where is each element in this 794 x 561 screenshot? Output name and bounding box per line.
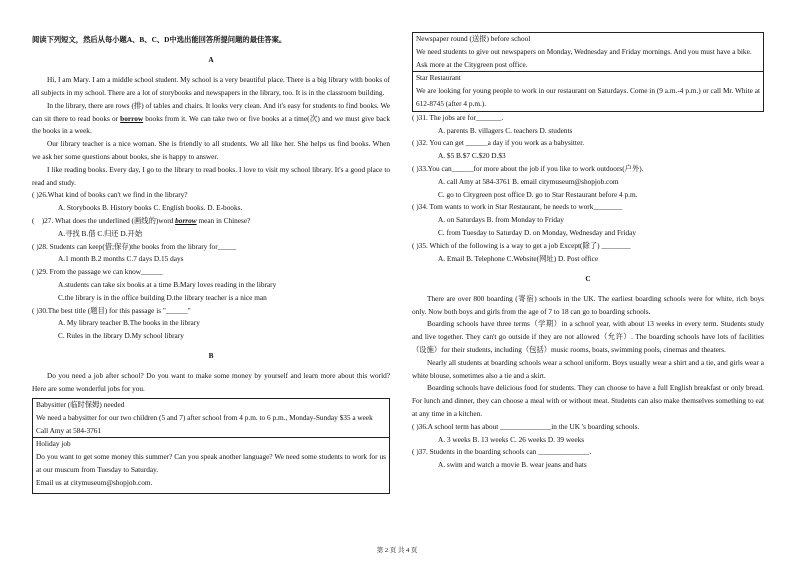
passage-c-paragraph-4: Boarding schools have delicious food for students. They can choose to have a full English breakfast or only bread. For lunch and dinner, they can choose a meal with or without meat. Students can also make themselves something to eat at any time in a kitchen. [412,383,764,418]
ad-newspaper-title: Newspaper round (送报) before school [416,34,531,43]
question-37-options: A. swim and watch a movie B. wear jeans and hats [438,460,587,470]
question-28-options: A.1 month B.2 months C.7 days D.15 days [58,254,184,264]
ad-holiday-line-1: Do you want to get some money this summer? Can you speak another language? We need some students to work for us at our muscum from Tuesday to Saturday. [36,452,386,474]
question-27-options: A.寻找 B.借 C.归还 D.开始 [58,228,143,238]
question-33-options-cd: C. go to Citygreen post office D. go to Star Restaurant before 4 p.m. [438,189,638,199]
question-32-options: A. $5 B.$7 C.$20 D.$3 [438,151,506,161]
question-27: ( )27. What does the underlined (画线的)word borrow mean in Chinese? [32,215,251,225]
question-29-options-ab: A.students can take six books at a time B.Mary loves reading in the library [58,279,277,289]
ad-restaurant-title: Star Restaurant [416,73,461,83]
ad-holiday-line-2: Email us at citymuseum@shopjob.com. [36,477,153,487]
question-34-options-cd: C. from Tuesday to Saturday D. on Monday, Wednesday and Friday [438,227,637,237]
question-31-options: A. parents B. villagers C. teachers D. students [438,125,573,135]
passage-a-paragraph-2: In the library, there are rows (排) of tables and chairs. It looks very clean. And it's easy for students to find books. We can sit there to read books or borrow books from it. We can take two or five books at a time(次) and we must give back the books in a week. [32,100,390,136]
underlined-borrow: borrow [120,113,144,123]
passage-b-questions [412,112,764,266]
ad-newspaper-line-2: Ask more at the Citygreen post office. [416,59,528,69]
question-30-options-ab: A. My library teacher B.The books in the library [58,318,200,328]
question-33: ( )33.You can______for more about the job if you like to work outdoors(户外). [412,163,644,173]
ad-holiday-job [32,438,390,494]
passage-a-paragraph-3: Our library teacher is a nice woman. She is friendly to all students. We all like her. She helps us find books. When we ask her some questions about books, she is happy to answer. [32,139,390,161]
question-35-options: A. Email B. Telephone C.Website(网址) D. Post office [438,253,599,263]
passage-c-questions [412,421,764,472]
passage-b-intro: Do you need a job after school? Do you want to make some money by yourself and learn more about this world? Here are some wonderful jobs for you. [32,371,390,394]
question-30: ( )30.The best title (题目) for this passage is "______" [32,305,191,315]
page-footer: 第 2 页 共 4 页 [376,547,418,554]
question-33-options-ab: A. call Amy at 584-3761 B. email citymuseum@shopjob.com [438,176,619,186]
question-37: ( )37. Students in the boarding schools can ______________. [412,447,592,457]
passage-c-paragraph-1: There are over 800 boarding (寄宿) schools in the UK. The earliest boarding schools were for white, rich boys only. Now both boys and girls from the age of 7 to 18 can go to boarding schools. [412,293,764,316]
ad-babysitter-line-2: Call Amy at 584-3761 [36,425,102,435]
question-34: ( )34. Tom wants to work in Star Restaurant, he needs to work________ [412,202,623,212]
question-28: ( )28. Students can keep(借;保存)the books from the library for_____ [32,241,236,251]
question-36-options: A. 3 weeks B. 13 weeks C. 26 weeks D. 39 weeks [438,434,585,444]
passage-a-questions [32,189,390,343]
question-29: ( )29. From the passage we can know______ [32,267,163,277]
question-36: ( )36.A school term has about ______________in the UK 's boarding schools. [412,421,640,431]
passage-c-paragraph-2: Boarding schools have three terms（学期）in a school year, with about 13 weeks in every term. Students study and live together. They can't go outside if they are not allowed（允许）. The boarding schools have lots of facilities（设施）for their students, including（包括）music rooms, boats, swimming pools, cinemas and theaters. [412,319,764,354]
ad-star-restaurant [412,72,764,111]
ad-babysitter-title: Babysitter (临时保姆) needed [36,399,125,409]
passage-a-paragraph-1: Hi, I am Mary. I am a middle school student. My school is a very beautiful place. There is a big library with books of all subjects in my school. There are a lot of storybooks and newspapers in the library, too. It is in the classroom building. [32,75,390,97]
left-column [32,0,390,494]
question-32: ( )32. You can get ______a day if you work as a babysitter. [412,138,585,148]
question-26: ( )26.What kind of books can't we find in the library? [32,190,188,200]
question-35: ( )35. Which of the following is a way to get a job Except(除了) ________ [412,240,631,250]
ad-newspaper-round [412,32,764,72]
question-31: ( )31. The jobs are for_______. [412,112,504,122]
right-column [412,0,764,472]
ad-newspaper-line-1: We need students to give out newspapers on Monday, Wednesday and Friday mornings. And you must have a bike. [416,46,752,56]
passage-a-paragraph-4: I like reading books. Every day, I go to the library to read books. I love to visit my school library. It's a good place to read and study. [32,164,390,187]
passage-c-label: C [585,273,591,283]
question-26-options: A. Storybooks B. History books C. English books. D. E-books. [58,203,243,213]
question-30-options-cd: C. Rules in the library D.My school library [58,331,184,341]
ad-holiday-title: Holiday job [36,439,71,449]
ad-restaurant-line-1: We are looking for young people to work in our restaurant on Saturdays. Come in (9 a.m.-4 p.m.) or call Mr. White at 612-8745 (after 4 p.m.). [416,86,760,108]
instructions: 阅读下列短文，然后从每小题A、B、C、D中选出能回答所提问题的最佳答案。 [32,35,287,44]
question-34-options-ab: A. on Saturdays B. from Monday to Friday [438,215,564,225]
question-29-options-cd: C.the library is in the office building D.the library teacher is a nice man [58,292,267,302]
passage-b-label: B [208,351,214,361]
ad-babysitter-line-1: We need a babysitter for our two children (5 and 7) after school from 4 p.m. to 6 p.m., Monday-Sunday $35 a week [36,412,373,422]
ad-babysitter [32,398,390,438]
passage-c-paragraph-3: Nearly all students at boarding schools wear a school uniform. Boys usually wear a shirt and a tie, and girls wear a white blouse, sometimes also a tie and a skirt. [412,357,764,380]
passage-a-label: A [208,55,214,65]
